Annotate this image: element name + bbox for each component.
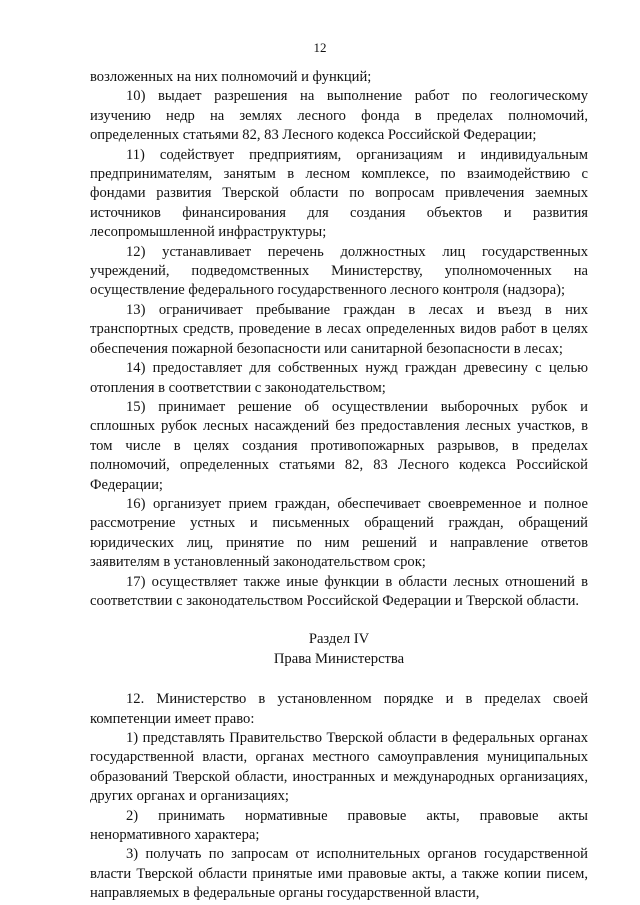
paragraph: 1) представлять Правительство Тверской области в федеральных органах государственной власти, органах местного самоуправления муниципальных образований Тверской области, иностранных и международных организациях, других органах и организациях; [90,730,588,805]
paragraph: 3) получать по запросам от исполнительных органов государственной власти Тверской области принятые ими правовые акты, а также копии писем, направляемых в федеральные органы государственной власти, [90,846,588,902]
paragraph: 13) ограничивает пребывание граждан в лесах и въезд в них транспортных средств, проведение в лесах определенных видов работ в целях обеспечения пожарной безопасности или санитарной безопасности в лесах; [90,301,588,357]
section-heading [90,630,588,669]
paragraphs-before-section [90,68,588,611]
section-title: Права Министерства [273,650,405,667]
paragraph: 17) осуществляет также иные функции в области лесных отношений в соответствии с законодательством Российской Федерации и Тверской области. [90,573,588,609]
paragraph: 2) принимать нормативные правовые акты, правовые акты ненормативного характера; [90,807,588,844]
paragraph: 10) выдает разрешения на выполнение работ по геологическому изучению недр на землях лесного фонда в пределах полномочий, определенных статьями 82, 83 Лесного кодекса Российской Федерации; [90,88,588,144]
section-number: Раздел IV [308,631,370,648]
document-body [90,68,588,904]
page-number: 12 [313,40,327,55]
paragraph: 16) организует прием граждан, обеспечивает своевременное и полное рассмотрение устных и письменных обращений граждан, обращений юридических лиц, принятие по ним решений и направление ответов заявителям в установленный законодательством срок; [90,495,588,571]
paragraph: 12) устанавливает перечень должностных лиц государственных учреждений, подведомственных Министерству, уполномоченных на осуществление федерального государственного лесного контроля (надзора); [90,243,588,299]
paragraph: 14) предоставляет для собственных нужд граждан древесину с целью отопления в соответствии с законодательством; [90,360,588,396]
paragraph: 12. Министерство в установленном порядке и в пределах своей компетенции имеет право: [90,691,588,727]
paragraphs-after-section [90,690,588,903]
paragraph: 11) содействует предприятиям, организациям и индивидуальным предпринимателям, занятым в лесном комплексе, по взаимодействию с фондами развития Тверской области по вопросам привлечения заемных источников финансирования для создания объектов и развития лесопромышленной инфраструктуры; [90,146,588,241]
paragraph: возложенных на них полномочий и функций; [90,69,372,85]
paragraph: 15) принимает решение об осуществлении выборочных рубок и сплошных рубок лесных насаждений без предоставления лесных участков, в том числе в целях создания противопожарных разрывов, в пределах полномочий, определенных статьями 82, 83 Лесного кодекса Российской Федерации; [90,398,588,493]
